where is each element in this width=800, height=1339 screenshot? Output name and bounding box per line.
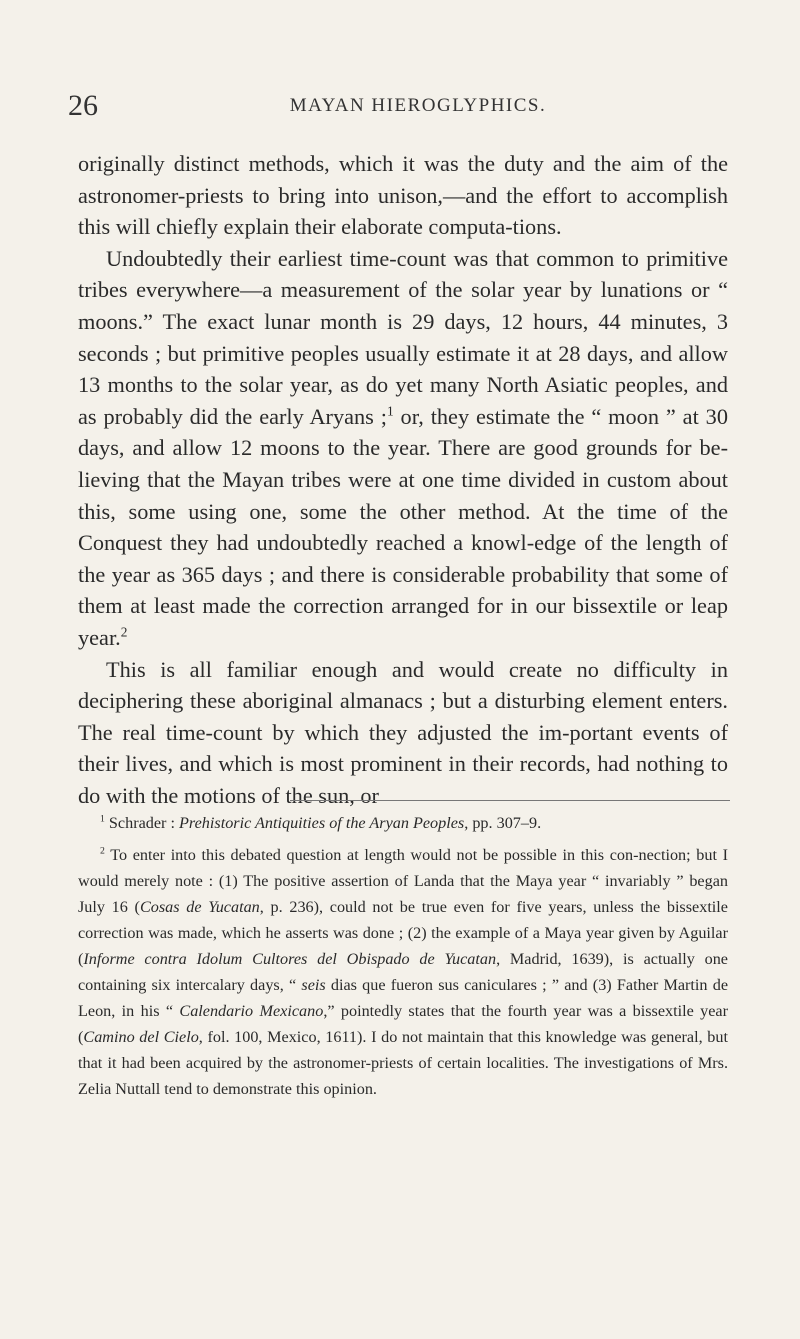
footnote-ref-2: 2 <box>120 624 128 640</box>
footnote-1-mark: 1 <box>100 813 105 825</box>
footnote-2-text-6: , fol. 100, Mexico, 1611). I do not maintain that this knowledge was general, but that it had been acquired by the astronomer-priests of certain localities. The investigations of Mrs. Zelia Nuttall tend to demonstrate this opinion. <box>78 1028 728 1098</box>
footnote-2-text-5: ,” pointedly states that the fourth year was a bissextile year ( <box>78 1002 728 1046</box>
page-header <box>68 86 728 126</box>
footnote-1-text: Schrader : <box>104 814 180 832</box>
footnote-1-title: Prehistoric Antiquities of the Aryan Peoples <box>179 814 465 832</box>
paragraph-2-part-a: Undoubtedly their earliest time-count was that common to primitive tribes everywhere—a measurement of the solar year by lunations or “ moons.” The exact lunar month is 29 days, 12 hours, 44 minutes, 3 seconds ; but primitive peoples usually estimate it at 28 days, and allow 13 months to the solar year, as do yet many North Asiatic peoples, and as probably did the early Aryans ; <box>78 245 728 429</box>
footnote-1 <box>78 810 728 836</box>
page-number: 26 <box>68 89 98 122</box>
footnote-1-pages: , pp. 307–9. <box>464 814 542 832</box>
footnotes <box>78 810 728 1108</box>
footnote-2-text-2: , p. 236), could not be true even for five years, unless the bissextile correction was made, which he asserts was done ; (2) the example of a Maya year given by Aguilar ( <box>78 898 728 968</box>
paragraph-1: originally distinct methods, which it was the duty and the aim of the astronomer-priests to bring into unison,—and the effort to accomplish this will chiefly explain their elaborate computa-tions. <box>78 151 728 240</box>
footnote-ref-1: 1 <box>386 403 394 419</box>
footnote-2-italic-seis: seis <box>301 976 326 994</box>
main-text <box>78 148 728 811</box>
footnote-2-text-3: , Madrid, 1639), is actually one containing six intercalary days, “ <box>78 950 728 994</box>
footnote-2 <box>78 842 728 1102</box>
paragraph-2 <box>78 243 728 654</box>
footnote-2-title-1: Cosas de Yucatan <box>139 898 260 916</box>
footnote-2-title-2: Informe contra Idolum Cultores del Obispado de Yucatan <box>83 950 497 968</box>
footnote-2-title-4: Camino del Cielo <box>83 1028 199 1046</box>
footnote-divider <box>290 800 730 801</box>
footnote-2-text-4: dias que fueron sus caniculares ; ” and (3) Father Martin de Leon, in his “ <box>78 976 729 1020</box>
paragraph-3: This is all familiar enough and would create no difficulty in deciphering these aboriginal almanacs ; but a disturbing element enters. The real time-count by which they adjusted the im-portant events of their lives, and which is most prominent in their records, had nothing to do with the motions of the sun, or <box>78 656 728 808</box>
footnote-2-text-1: To enter into this debated question at length would not be possible in this con-nection; but I would merely note : (1) The positive assertion of Landa that the Maya year “ invariably ” began July 16 ( <box>78 846 728 916</box>
footnote-2-mark: 2 <box>100 845 105 857</box>
footnote-2-title-3: Calendario Mexicano <box>179 1002 324 1020</box>
paragraph-2-part-b: or, they estimate the “ moon ” at 30 days, and allow 12 moons to the year. There are good grounds for be-lieving that the Mayan tribes were at one time divided in custom about this, some using one, some the other method. At the time of the Conquest they had undoubtedly reached a knowl-edge of the length of the year as 365 days ; and there is considerable probability that some of them at least made the correction arranged for in our bissextile or leap year. <box>78 403 728 650</box>
running-title: MAYAN HIEROGLYPHICS. <box>289 95 547 116</box>
